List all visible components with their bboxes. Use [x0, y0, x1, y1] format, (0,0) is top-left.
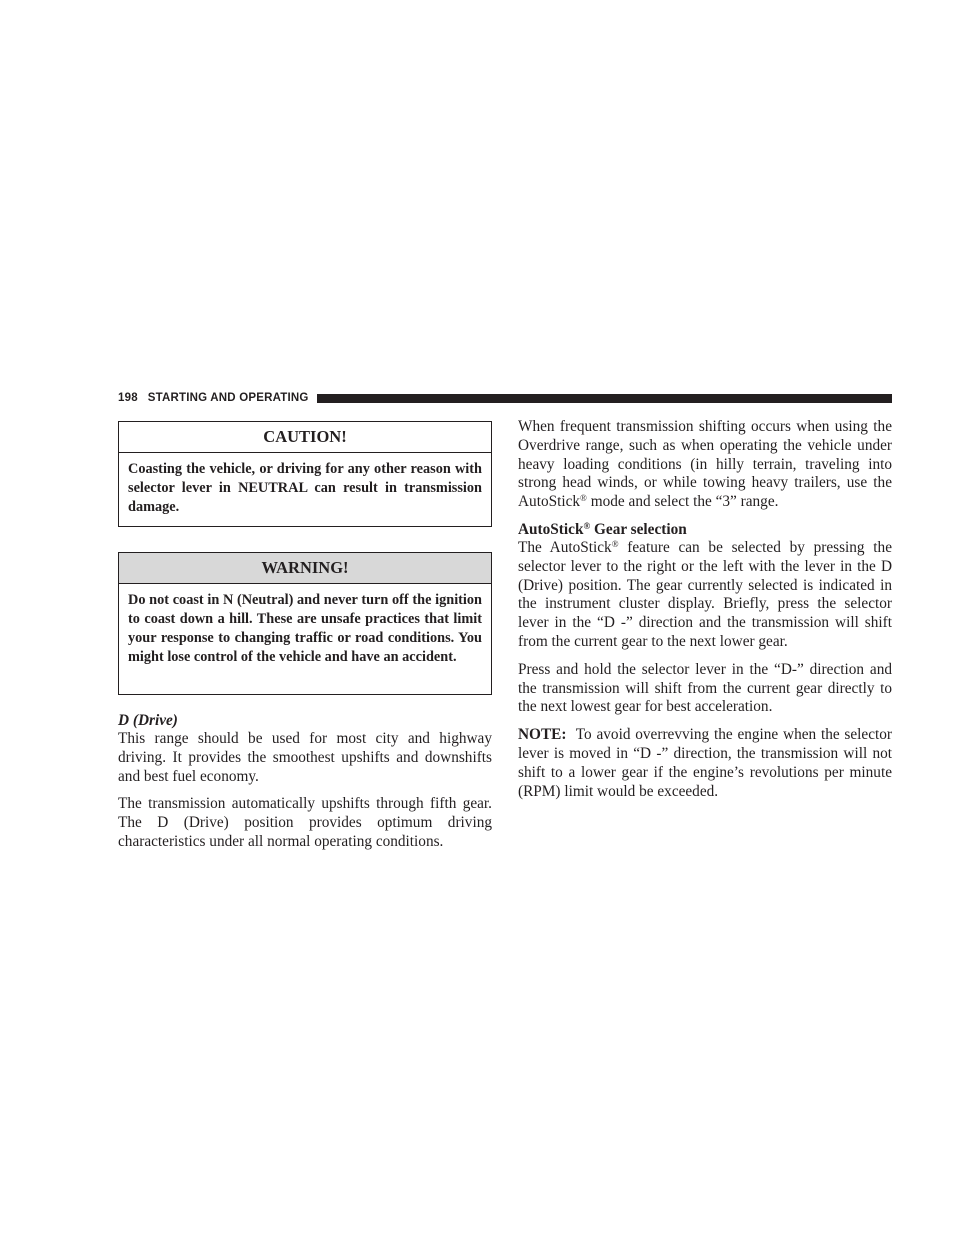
caution-box: [118, 421, 492, 527]
overdrive-text-b: mode and select the “3” range.: [586, 493, 779, 511]
page-number: 198: [118, 392, 138, 404]
left-column: [118, 421, 492, 852]
drive-heading: D (Drive): [118, 712, 178, 729]
page-header: [118, 390, 892, 406]
caution-title: CAUTION!: [119, 422, 491, 453]
overdrive-paragraph: [518, 418, 892, 512]
autostick-heading-a: AutoStick: [518, 520, 584, 538]
note-paragraph: [518, 726, 892, 801]
autostick-text-a: The AutoStick: [518, 538, 612, 556]
press-hold-paragraph: Press and hold the selector lever in the “D-” direction and the transmission will shift from the current gear directly to the next lowest gear for best acceleration.: [518, 660, 892, 716]
warning-body: Do not coast in N (Neutral) and never turn off the ignition to coast down a hill. These are unsafe practices that limit your response to changing traffic or road conditions. You might lose control of the vehicle and have an accident.: [128, 592, 482, 665]
autostick-paragraph: [518, 539, 892, 652]
note-label: NOTE:: [518, 726, 567, 744]
drive-paragraph-2: The transmission automatically upshifts through fifth gear. The D (Drive) position provides optimum driving characteristics under all normal operating conditions.: [118, 795, 492, 850]
note-text: To avoid overrevving the engine when the selector lever is moved in “D -” direction, the transmission will not shift to a lower gear if the engine’s revolutions per minute (RPM) limit would be exceeded.: [518, 726, 892, 800]
section-title: STARTING AND OPERATING: [147, 392, 309, 404]
drive-paragraph-1: This range should be used for most city and highway driving. It provides the smoothest upshifts and downshifts and best fuel economy.: [118, 730, 492, 785]
right-column: [518, 418, 892, 801]
header-rule: [317, 394, 892, 403]
caution-body: Coasting the vehicle, or driving for any other reason with selector lever in NEUTRAL can result in transmission damage.: [128, 461, 482, 515]
autostick-text-b: feature can be selected by pressing the selector lever to the right or the left with the lever in the D (Drive) position. The gear currently selected is indicated in the instrument cluster display. Briefly, press the selector lever in the “D -” direction and the transmission will shift from the current gear to the next lower gear.: [518, 538, 892, 650]
autostick-heading-b: Gear selection: [590, 520, 687, 538]
overdrive-text-a: When frequent transmission shifting occurs when using the Overdrive range, such as when operating the vehicle under heavy loading conditions (in hilly terrain, traveling into strong head winds, or while towing heavy trailers, use the AutoStick: [518, 418, 892, 511]
autostick-heading: [518, 520, 892, 539]
warning-box: [118, 552, 492, 695]
warning-title: WARNING!: [119, 553, 491, 584]
registered-mark: ®: [583, 520, 591, 531]
registered-mark: ®: [611, 538, 619, 549]
registered-mark: ®: [580, 493, 587, 504]
